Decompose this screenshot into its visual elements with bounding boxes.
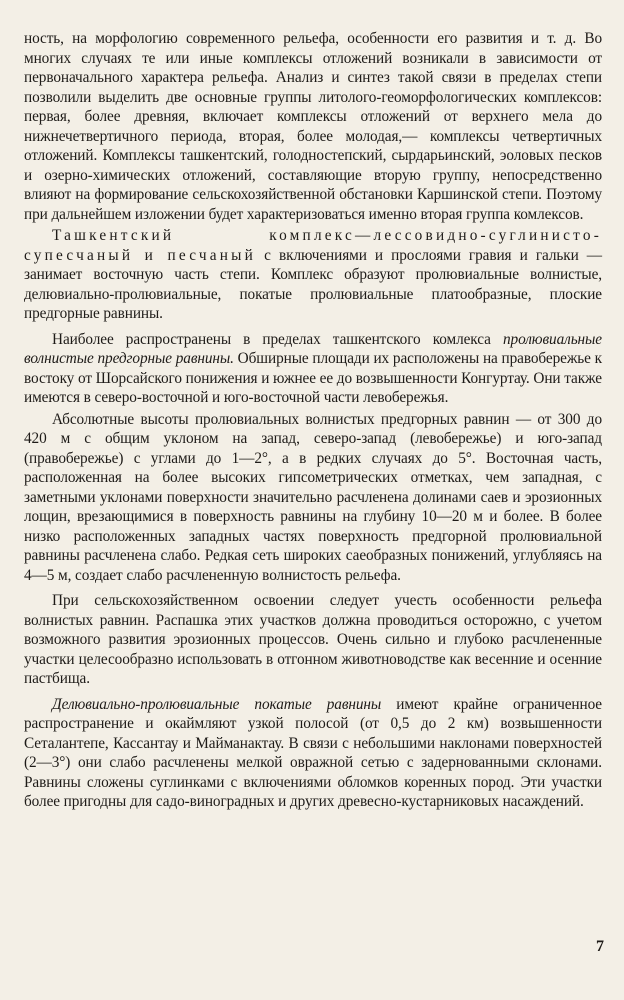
page-number: 7 xyxy=(596,938,604,955)
paragraph-wavy-plains xyxy=(24,330,602,408)
spaced-term: Ташкентский комплекс—лессовидно-суглинисто-супесчаный и песчаный xyxy=(24,227,602,264)
paragraph-agricultural-use: При сельскохозяйственном освоении следует учесть особенности рельефа волнистых равнин. Распашка этих участков должна проводиться осторожно, с учетом возможного развития эрозионных процессов. Очень сильно и глубоко расчлененные участки целесообразно использовать в отгонном животноводстве как весенние и осенние пастбища. xyxy=(24,592,602,687)
paragraph-text: Наиболее распространены в пределах ташкентского комлекса xyxy=(52,330,503,348)
paragraph-tashkent-complex xyxy=(24,226,602,324)
paragraph-text: Обширные площади их расположены на правобережье к востоку от Шорсайского понижения и южнее ее до возвышенности Конгуртау. Они также имеются в северо-восточной и юго-восточной части левобережья. xyxy=(24,350,602,406)
italic-term: пролювиальные волнистые предгорные равнины. xyxy=(24,330,602,367)
paragraph-text: имеют крайне ограниченное распространение и окаймляют узкой полосой (от 0,5 до 2 км) возвышенности Сеталантепе, Кассантау и Майманактау. В связи с небольшими наклонами поверхностей (2—3°) они слабо расчленены мелкой овражной сетью с задернованными склонами. Равнины сложены суглинками с включениями обломков коренных пород. Эти участки более пригодны для садо-виноградных и других древесно-кустарниковых насаждений. xyxy=(24,695,602,810)
paragraph-intro: ность, на морфологию современного рельефа, особенности его развития и т. д. Во многих случаях те или иные комплексы отложений возникали в зависимости от первоначального характера рельефа. Анализ и синтез такой связи в пределах степи позволили выделить две основные группы литолого-геоморфологических комплексов: первая, более древняя, включает комплексы отложений от верхнего мела до нижнечетвертичного периода, вторая, более молодая,— комплексы четвертичных отложений. Комплексы ташкентский, голодностепский, сырдарьинский, эоловых песков и озерно-химических отложений, составляющие вторую группу, непосредственно влияют на формирование сельскохозяйственной обстановки Каршинской степи. Поэтому при дальнейшем изложении будет характеризоваться именно вторая группа комлексов. xyxy=(24,30,602,223)
italic-term: Делювиально-пролювиальные покатые равнины xyxy=(52,695,382,713)
paragraph-text: с включениями и прослоями гравия и гальки — занимает восточную часть степи. Комплекс образуют пролювиальные волнистые, делювиально-пролювиальные, покатые пролювиальные платообразные, плоские предгорные равнины. xyxy=(24,246,602,322)
paragraph-sloping-plains xyxy=(24,695,602,812)
paragraph-absolute-heights: Абсолютные высоты пролювиальных волнистых предгорных равнин — от 300 до 420 м с общим уклоном на запад, северо-запад (левобережье) и юго-запад (правобережье) с углами до 1—2°, а в редких случаях до 5°. Восточная часть, расположенная на более высоких гипсометрических отметках, чем западная, с заметными уклонами поверхности значительно расчленена долинами саев и эрозионных лощин, врезающимися в поверхность равнины на глубину 10—20 м и более. В более низко расположенных западных частях поверхность предгорной пролювиальной равнины расчленена слабо. Редкая сеть широких саеобразных понижений, углубляясь на 4—5 м, создает слабо расчлененную волнистость рельефа. xyxy=(24,410,602,584)
